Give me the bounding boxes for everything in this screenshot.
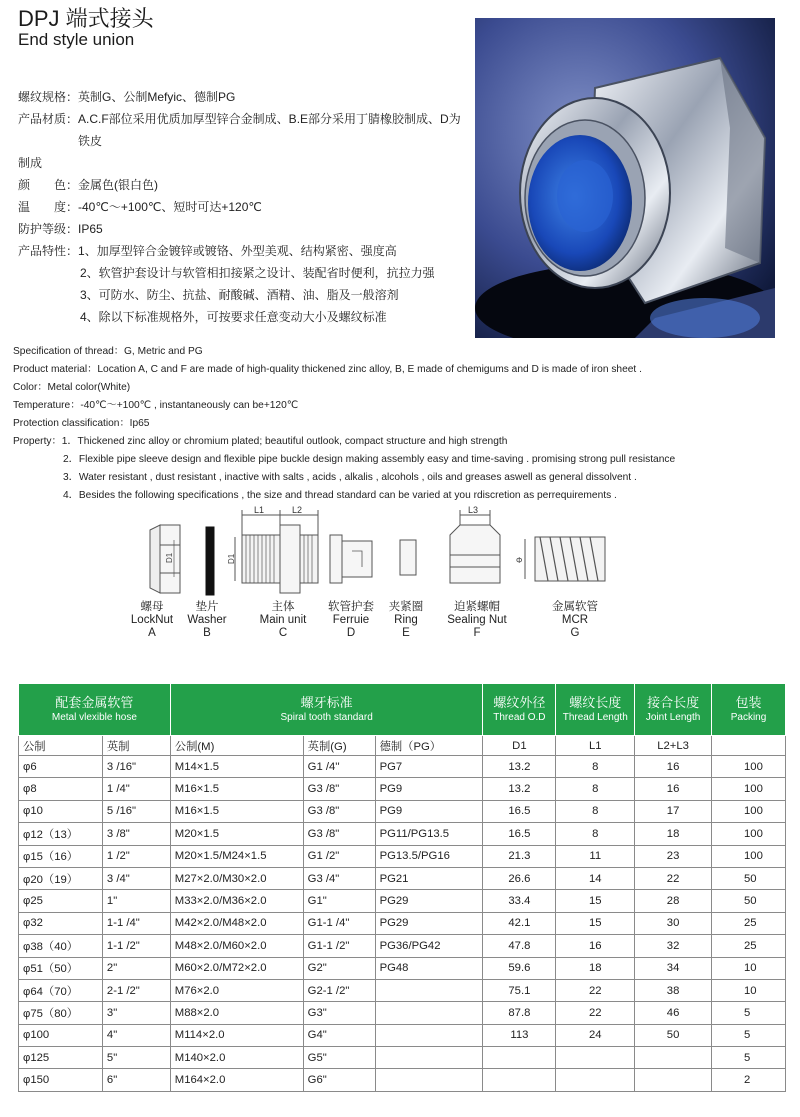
en-property-3: 3．Water resistant , dust resistant , inactive with salts , acids , alkalis , alcohols , oils and greases aswell as general dissolvent . [63, 472, 637, 483]
svg-text:L1: L1 [254, 505, 265, 515]
table-cell: φ10 [19, 800, 103, 822]
table-cell [375, 1002, 483, 1024]
table-cell: M33×2.0/M36×2.0 [170, 890, 303, 912]
table-cell: φ64（70） [19, 979, 103, 1001]
head-thread-length: 螺纹长度 Thread Length [556, 684, 635, 736]
table-row [19, 756, 786, 778]
en-color: Color：Metal color(White) [13, 382, 131, 393]
parts-drawing [130, 505, 660, 600]
en-protect: Protection classification：Ip65 [13, 418, 150, 429]
table-cell: PG29 [375, 890, 483, 912]
table-cell: PG21 [375, 867, 483, 889]
table-cell [483, 1047, 556, 1069]
table-cell: PG48 [375, 957, 483, 979]
table-cell [375, 1024, 483, 1046]
spec-table [18, 683, 786, 1092]
part-c: 主体 Main unit C [259, 601, 307, 639]
table-cell: 18 [635, 823, 712, 845]
table-cell: 18 [556, 957, 635, 979]
table-cell: M48×2.0/M60×2.0 [170, 935, 303, 957]
table-row [19, 778, 786, 800]
table-cell: G1 /2" [303, 845, 375, 867]
table-cell: 2-1 /2" [102, 979, 170, 1001]
table-cell: 16 [635, 778, 712, 800]
table-cell: 100 [712, 756, 786, 778]
table-cell: M42×2.0/M48×2.0 [170, 912, 303, 934]
cn-feature-4: 4、除以下标准规格外，可按要求任意变动大小及螺纹标准 [80, 310, 387, 324]
table-cell: 3 /8" [102, 823, 170, 845]
table-cell: G1-1 /4" [303, 912, 375, 934]
part-d: 软管护套 Ferruie D [328, 601, 374, 639]
en-material: Product material：Location A, C and F are made of high-quality thickened zinc alloy, B, E made of chemigums and D is made of iron sheet . [13, 364, 642, 375]
table-cell: G1" [303, 890, 375, 912]
table-cell: 16.5 [483, 800, 556, 822]
table-cell: 24 [556, 1024, 635, 1046]
table-cell: 6" [102, 1069, 170, 1091]
table-row [19, 979, 786, 1001]
cn-color-row: 颜 色： 金属色(银白色) [18, 178, 159, 192]
table-cell: PG7 [375, 756, 483, 778]
table-cell: PG36/PG42 [375, 935, 483, 957]
table-cell: 13.2 [483, 756, 556, 778]
table-cell: φ150 [19, 1069, 103, 1091]
table-cell: 1-1 /4" [102, 912, 170, 934]
cn-thread-row: 螺纹规格： 英制G、公制Mefyic、德制PG [18, 90, 236, 104]
table-cell: 50 [712, 890, 786, 912]
table-cell: G1 /4'' [303, 756, 375, 778]
table-cell: 11 [556, 845, 635, 867]
en-thread: Specification of thread：G, Metric and PG [13, 346, 203, 357]
table-cell [375, 1069, 483, 1091]
table-cell: 23 [635, 845, 712, 867]
table-cell: 4" [102, 1024, 170, 1046]
table-cell: 100 [712, 823, 786, 845]
table-cell: 22 [556, 979, 635, 1001]
cn-temp-row: 温 度： -40℃～+100℃、短时可达+120℃ [18, 200, 262, 214]
table-cell: 16.5 [483, 823, 556, 845]
table-cell: φ100 [19, 1024, 103, 1046]
locknut-drawing [150, 525, 180, 593]
table-cell: 10 [712, 957, 786, 979]
head-joint-length: 接合长度 Joint Length [635, 684, 712, 736]
table-cell: 16 [635, 756, 712, 778]
table-cell: PG11/PG13.5 [375, 823, 483, 845]
table-cell: 8 [556, 800, 635, 822]
table-cell: 15 [556, 890, 635, 912]
table-header-row [19, 684, 786, 736]
table-cell: 34 [635, 957, 712, 979]
parts-diagram [130, 505, 660, 655]
table-cell [556, 1069, 635, 1091]
en-property-1: Property：1．Thickened zinc alloy or chromium plated; beautiful outlook, compact structure and high strength [13, 436, 508, 447]
table-cell: 30 [635, 912, 712, 934]
main-unit-drawing [227, 505, 318, 593]
cn-protect-row: 防护等级： IP65 [18, 222, 103, 236]
table-cell [375, 1047, 483, 1069]
table-cell: 1" [102, 890, 170, 912]
table-cell: 21.3 [483, 845, 556, 867]
table-cell: 25 [712, 935, 786, 957]
part-e: 夹紧圈 Ring E [388, 601, 424, 639]
table-cell: φ20（19） [19, 867, 103, 889]
table-cell: G4" [303, 1024, 375, 1046]
table-cell: PG13.5/PG16 [375, 845, 483, 867]
table-cell: 26.6 [483, 867, 556, 889]
en-spec-block [13, 343, 793, 505]
table-cell: 50 [712, 867, 786, 889]
head-thread-od: 螺纹外径 Thread O.D [483, 684, 556, 736]
svg-text:L2: L2 [292, 505, 303, 515]
table-cell: 100 [712, 845, 786, 867]
product-photo [475, 18, 775, 338]
table-cell [556, 1047, 635, 1069]
table-cell: 15 [556, 912, 635, 934]
table-cell: 22 [556, 1002, 635, 1024]
cn-spec-block [18, 86, 468, 328]
ring-drawing [400, 540, 416, 575]
table-cell: 50 [635, 1024, 712, 1046]
table-cell: φ75（80） [19, 1002, 103, 1024]
table-row [19, 1069, 786, 1091]
metal-hose-drawing [516, 537, 605, 581]
part-b: 垫片 Washer B [187, 601, 227, 639]
table-row [19, 1002, 786, 1024]
page-title-cn: DPJ 端式接头 [18, 6, 154, 31]
table-cell: 1-1 /2" [102, 935, 170, 957]
table-cell: φ12（13） [19, 823, 103, 845]
cn-feature-row: 产品特性： 1、加厚型锌合金镀锌或镀铬、外型美观、结构紧密、强度高 [18, 244, 397, 258]
table-cell [635, 1069, 712, 1091]
table-cell: M27×2.0/M30×2.0 [170, 867, 303, 889]
part-g: 金属软管 MCR G [552, 601, 598, 639]
table-row [19, 800, 786, 822]
part-f: 迫紧螺帽 Sealing Nut F [447, 601, 507, 639]
table-cell: M16×1.5 [170, 778, 303, 800]
table-row [19, 823, 786, 845]
table-cell: 13.2 [483, 778, 556, 800]
table-cell: G1-1 /2" [303, 935, 375, 957]
table-cell: φ15（16） [19, 845, 103, 867]
table-cell: 3" [102, 1002, 170, 1024]
table-cell: φ38（40） [19, 935, 103, 957]
svg-text:Φ: Φ [516, 556, 523, 565]
table-cell [375, 979, 483, 1001]
svg-text:D1: D1 [227, 553, 236, 564]
table-cell: 5 [712, 1024, 786, 1046]
table-cell: 5 [712, 1002, 786, 1024]
table-cell: G3 /8" [303, 823, 375, 845]
part-a: 螺母 LockNut A [130, 601, 174, 639]
table-cell: φ32 [19, 912, 103, 934]
table-cell: 47.8 [483, 935, 556, 957]
table-cell: 14 [556, 867, 635, 889]
table-cell: 3 /16" [102, 756, 170, 778]
table-row [19, 890, 786, 912]
table-cell: 1 /2" [102, 845, 170, 867]
table-cell: 8 [556, 778, 635, 800]
table-cell: 28 [635, 890, 712, 912]
table-cell: M88×2.0 [170, 1002, 303, 1024]
table-cell: 75.1 [483, 979, 556, 1001]
head-hose: 配套金属软管 Metal vlexible hose [19, 684, 171, 736]
table-cell: M20×1.5/M24×1.5 [170, 845, 303, 867]
table-row [19, 1024, 786, 1046]
table-row [19, 957, 786, 979]
table-cell: 59.6 [483, 957, 556, 979]
washer-drawing [206, 527, 214, 595]
table-cell: M114×2.0 [170, 1024, 303, 1046]
cn-material-row: 产品材质： A.C.F部位采用优质加厚型锌合金制成、B.E部分采用丁腈橡胶制成、D为铁皮 [18, 112, 461, 148]
table-cell: 5" [102, 1047, 170, 1069]
svg-text:L3: L3 [468, 505, 479, 515]
table-cell: G2-1 /2" [303, 979, 375, 1001]
table-cell: φ6 [19, 756, 103, 778]
table-cell: 3 /4" [102, 867, 170, 889]
table-cell: 113 [483, 1024, 556, 1046]
page-title-en: End style union [18, 30, 135, 49]
table-cell: 10 [712, 979, 786, 1001]
table-row [19, 912, 786, 934]
table-cell: M60×2.0/M72×2.0 [170, 957, 303, 979]
table-cell: 16 [556, 935, 635, 957]
table-cell: 33.4 [483, 890, 556, 912]
head-packing: 包装 Packing [712, 684, 786, 736]
head-thread-std: 螺牙标准 Spiral tooth standard [170, 684, 483, 736]
table-cell: M14×1.5 [170, 756, 303, 778]
table-cell: 5 [712, 1047, 786, 1069]
ferrule-drawing [330, 535, 372, 583]
table-body [19, 736, 786, 1092]
table-cell: 22 [635, 867, 712, 889]
table-cell: PG9 [375, 778, 483, 800]
table-cell: 46 [635, 1002, 712, 1024]
table-row [19, 867, 786, 889]
table-cell: 42.1 [483, 912, 556, 934]
table-cell: 8 [556, 823, 635, 845]
table-cell: G3 /8" [303, 778, 375, 800]
table-cell: 8 [556, 756, 635, 778]
table-cell: M164×2.0 [170, 1069, 303, 1091]
table-row [19, 845, 786, 867]
table-cell: 25 [712, 912, 786, 934]
table-cell: M76×2.0 [170, 979, 303, 1001]
table-cell: 38 [635, 979, 712, 1001]
table-cell: G3 /4" [303, 867, 375, 889]
table-cell: M20×1.5 [170, 823, 303, 845]
table-row [19, 1047, 786, 1069]
sealing-nut-drawing [450, 505, 500, 583]
table-cell [635, 1047, 712, 1069]
table-cell: 100 [712, 800, 786, 822]
table-cell: M140×2.0 [170, 1047, 303, 1069]
table-cell: 32 [635, 935, 712, 957]
cn-material-cont: 制成 [18, 156, 43, 170]
table-cell: M16×1.5 [170, 800, 303, 822]
table-cell: G3" [303, 1002, 375, 1024]
table-cell: φ51（50） [19, 957, 103, 979]
table-cell: 100 [712, 778, 786, 800]
cn-feature-3: 3、可防水、防尘、抗盐、耐酸碱、酒精、油、脂及一般溶剂 [80, 288, 399, 302]
table-cell: φ25 [19, 890, 103, 912]
table-cell: 1 /4" [102, 778, 170, 800]
table-row [19, 935, 786, 957]
table-subheader-row: 公制 英制 公制(M) 英制(G) 德制（PG） D1 L1 L2+L3 [19, 736, 786, 756]
table-cell: 2" [102, 957, 170, 979]
cn-feature-2: 2、软管护套设计与软管相扣接紧之设计、装配省时便利，抗拉力强 [80, 266, 435, 280]
table-cell: G6" [303, 1069, 375, 1091]
table-cell: φ8 [19, 778, 103, 800]
en-temp: Temperature：-40℃～+100℃ , instantaneously can be+120℃ [13, 400, 299, 411]
table-cell: PG29 [375, 912, 483, 934]
svg-text:D1: D1 [165, 552, 174, 563]
table-cell: 87.8 [483, 1002, 556, 1024]
table-cell [483, 1069, 556, 1091]
table-cell: 2 [712, 1069, 786, 1091]
table-cell: PG9 [375, 800, 483, 822]
table-cell: G2" [303, 957, 375, 979]
en-property-2: 2．Flexible pipe sleeve design and flexible pipe buckle design making assembly easy and time-saving . promising strong pull resistance [63, 454, 676, 465]
table-cell: G5" [303, 1047, 375, 1069]
table-cell: 5 /16" [102, 800, 170, 822]
table-cell: φ125 [19, 1047, 103, 1069]
table-cell: G3 /8" [303, 800, 375, 822]
en-property-4: 4．Besides the following specifications , the size and thread standard can be varied at you rdiscretion as perrequirements . [63, 490, 617, 501]
table-cell: 17 [635, 800, 712, 822]
